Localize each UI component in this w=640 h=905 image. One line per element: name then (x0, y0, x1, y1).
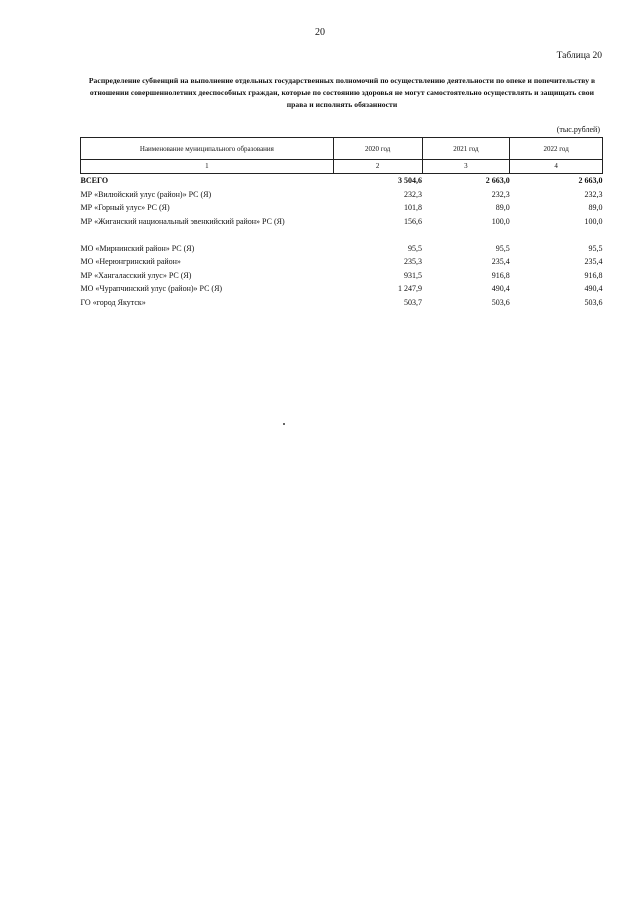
table-row (81, 201, 603, 215)
total-label: ВСЕГО (81, 174, 334, 188)
value-2021: 100,0 (491, 217, 510, 227)
value-2020: 95,5 (408, 243, 423, 253)
column-number-row (81, 160, 603, 174)
document-title: Распределение субвенций на выполнение отдельных государственных полномочий по осуществлению деятельности по опеке и попечительству в отношении совершеннолетних дееспособных граждан, которые по состоянию здоровья не могут самостоятельно осуществлять и защищать свои права и исполнять обязанности (88, 76, 596, 109)
total-row (81, 174, 603, 188)
header-2021: 2021 год (422, 138, 510, 160)
column-number: 3 (422, 160, 510, 174)
spacer-cell (422, 228, 510, 241)
column-number: 1 (81, 160, 334, 174)
value-2020: 1 247,9 (398, 284, 423, 294)
total-2020: 3 504,6 (333, 174, 422, 188)
spacer-cell (510, 228, 603, 241)
municipality-name: МО «Чурапчинский улус (район)» РС (Я) (80, 284, 223, 294)
table-row (81, 241, 603, 255)
value-2021: 916,8 (491, 270, 510, 280)
spacer-row (81, 228, 603, 241)
value-2020: 232,3 (404, 189, 423, 199)
header-row (81, 138, 603, 160)
page-number: 20 (315, 27, 325, 38)
table-row (81, 255, 603, 269)
table-row (81, 269, 603, 283)
value-2022: 95,5 (588, 243, 603, 253)
header-municipality: Наименование муниципального образования (81, 138, 334, 160)
value-2022: 100,0 (584, 217, 603, 227)
spacer-cell (81, 228, 334, 241)
municipality-name: МР «Горный улус» РС (Я) (80, 203, 170, 213)
value-2020: 931,5 (404, 270, 423, 280)
value-2021: 89,0 (495, 203, 510, 213)
header-2020: 2020 год (333, 138, 422, 160)
municipality-name: МО «Мирнинский район» РС (Я) (80, 243, 195, 253)
value-2022: 235,4 (584, 257, 603, 267)
units-label: (тыс.рублей) (556, 125, 600, 134)
scan-speck (283, 423, 285, 425)
table-row (81, 215, 603, 229)
value-2020: 156,6 (404, 217, 423, 227)
column-number: 4 (510, 160, 603, 174)
value-2020: 503,7 (404, 298, 423, 308)
value-2021: 503,6 (491, 298, 510, 308)
value-2022: 916,8 (584, 270, 603, 280)
value-2022: 490,4 (584, 284, 603, 294)
table-row (81, 282, 603, 296)
value-2021: 235,4 (491, 257, 510, 267)
value-2021: 490,4 (491, 284, 510, 294)
value-2020: 235,3 (404, 257, 423, 267)
value-2021: 95,5 (495, 243, 510, 253)
total-2021: 2 663,0 (422, 174, 510, 188)
municipality-name: ГО «город Якутск» (80, 298, 146, 308)
value-2020: 101,8 (404, 203, 423, 213)
column-number: 2 (333, 160, 422, 174)
subventions-table (80, 137, 603, 309)
table-label: Таблица 20 (556, 51, 602, 61)
value-2021: 232,3 (491, 189, 510, 199)
value-2022: 89,0 (588, 203, 603, 213)
value-2022: 232,3 (584, 189, 603, 199)
table-row (81, 188, 603, 202)
municipality-name: МР «Хангаласский улус» РС (Я) (80, 270, 192, 280)
municipality-name: МР «Жиганский национальный эвенкийский район» РС (Я) (80, 217, 285, 227)
municipality-name: МР «Вилюйский улус (район)» РС (Я) (80, 189, 212, 199)
table-row (81, 296, 603, 310)
value-2022: 503,6 (584, 298, 603, 308)
header-2022: 2022 год (510, 138, 603, 160)
spacer-cell (333, 228, 422, 241)
municipality-name: МО «Нерюнгринский район» (80, 257, 181, 267)
total-2022: 2 663,0 (510, 174, 603, 188)
